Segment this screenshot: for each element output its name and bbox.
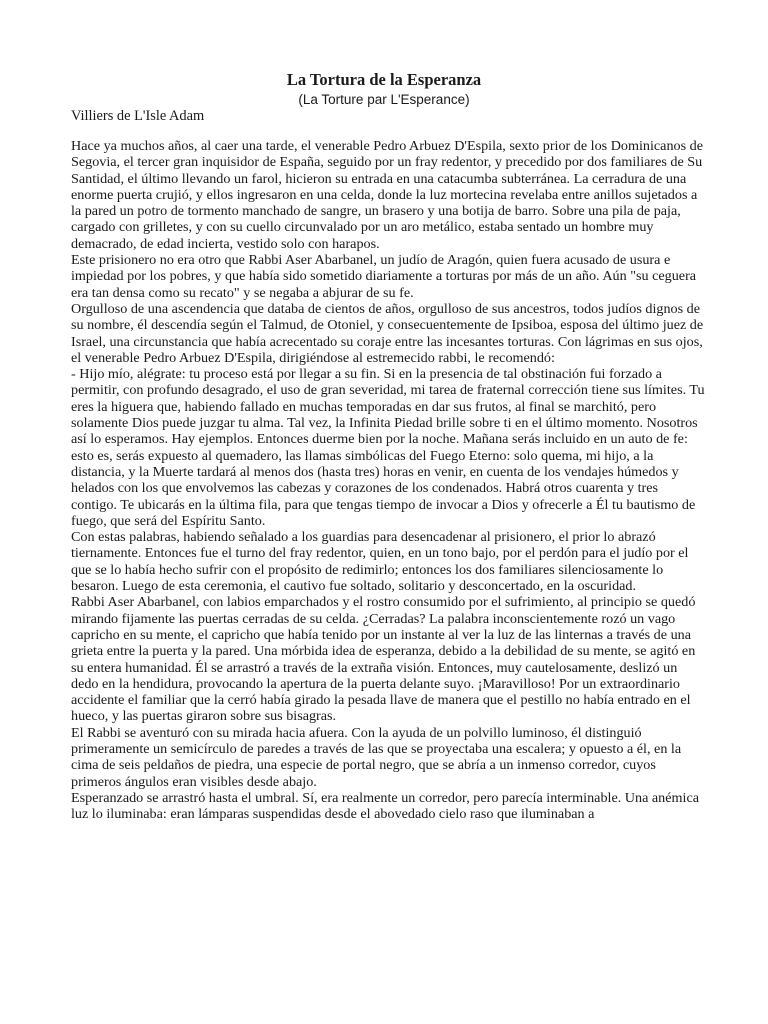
paragraph: - Hijo mío, alégrate: tu proceso está por llegar a su fin. Si en la presencia de tal obstinación fui forzado a permitir, con profundo desagrado, el uso de gran severidad, mi tarea de fraternal corrección tiene sus límites. Tu eres la higuera que, habiendo fallado en muchas temporadas en dar sus frutos, al final se marchitó, pero solamente Dios puede juzgar tu alma. Tal vez, la Infinita Piedad brille sobre ti en el último momento. Nosotros así lo esperamos. Hay ejemplos. Entonces duerme bien por la noche. Mañana serás incluido en un auto de fe: esto es, serás expuesto al quemadero, las llamas simbólicas del Fuego Eterno: solo quema, mi hijo, a la distancia, y la Muerte tardará al menos dos (hasta tres) horas en venir, en cuenta de los vendajes húmedos y helados con los que envolvemos las cabezas y corazones de los condenados. Habrá otros cuarenta y tres contigo. Te ubicarás en la última fila, para que tengas tiempo de invocar a Dios y ofrecerle a Él tu bautismo de fuego, que será del Espíritu Santo. [71,366,705,529]
paragraph: Orgulloso de una ascendencia que databa de cientos de años, orgulloso de sus ancestros, todos judíos dignos de su nombre, él descendía según el Talmud, de Otoniel, y consecuentemente de Ipsiboa, esposa del último juez de Israel, una circunstancia que había acrecentado su coraje entre las incesantes torturas. Con lágrimas en sus ojos, el venerable Pedro Arbuez D'Espila, dirigiéndose al estremecido rabbi, le recomendó: [71,300,704,366]
paragraph: Hace ya muchos años, al caer una tarde, el venerable Pedro Arbuez D'Espila, sexto prior de los Dominicanos de Segovia, el tercer gran inquisidor de España, seguido por un fray redentor, y precedido por dos familiares de Su Santidad, el último llevando un farol, hicieron su entrada en una catacumba subterránea. La cerradura de una enorme puerta crujió, y ellos ingresaron en una celda, donde la luz mortecina revelaba entre anillos sujetados a la pared un potro de tormento manchado de sangre, un brasero y una botija de barro. Sobre una pila de paja, cargado con grilletes, y con su cuello circunvalado por un aro metálico, estaba sentado un hombre muy demacrado, de edad incierta, vestido solo con harapos. [71,138,703,252]
paragraph: Con estas palabras, habiendo señalado a los guardias para desencadenar al prisionero, el prior lo abrazó tiernamente. Entonces fue el turno del fray redentor, quien, en un tono bajo, por el perdón para el judío por el que se lo había hecho sufrir con el propósito de redimirlo; entonces los dos familiares silenciosamente lo besaron. Luego de esta ceremonia, el cautivo fue soltado, solitario y desconcertado, en la oscuridad. [71,529,689,595]
document-subtitle: (La Torture par L'Esperance) [298,92,470,107]
paragraph: El Rabbi se aventuró con su mirada hacia afuera. Con la ayuda de un polvillo luminoso, él distinguió primeramente un semicírculo de paredes a través de las que se proyectaba una escalera; y opuesto a él, en la cima de seis peldaños de piedra, una especie de portal negro, que se abría a un inmenso corredor, cuyos primeros ángulos eran visibles desde abajo. [71,724,682,790]
document-body [71,138,706,822]
paragraph: Este prisionero no era otro que Rabbi Aser Abarbanel, un judío de Aragón, quien fuera acusado de usura e impiedad por los pobres, y que había sido sometido diariamente a torturas por más de un año. Aún "su ceguera era tan densa como su recato" y se negaba a abjurar de su fe. [71,252,697,301]
document-author: Villiers de L'Isle Adam [71,108,205,124]
document-title: La Tortura de la Esperanza [286,70,482,89]
paragraph: Esperanzado se arrastró hasta el umbral. Sí, era realmente un corredor, pero parecía interminable. Una anémica luz lo iluminaba: eran lámparas suspendidas desde el abovedado cielo raso que iluminaban a [71,789,700,823]
paragraph: Rabbi Aser Abarbanel, con labios emparchados y el rostro consumido por el sufrimiento, al principio se quedó mirando fijamente las puertas cerradas de su celda. ¿Cerradas? La palabra inconscientemente rozó un vago capricho en su mente, el capricho que había tenido por un instante al ver la luz de las linternas a través de una grieta entre la puerta y la pared. Una mórbida idea de esperanza, debido a la debilidad de su mente, se agitó en su entera humanidad. Él se arrastró a través de la extraña visión. Entonces, muy cautelosamente, deslizó un dedo en la hendidura, provocando la apertura de la puerta delante suyo. ¡Maravilloso! Por un extraordinario accidente el familiar que la cerró había girado la pesada llave de manera que el pestillo no había entrado en el hueco, y las puertas giraron sobre sus bisagras. [71,594,696,725]
